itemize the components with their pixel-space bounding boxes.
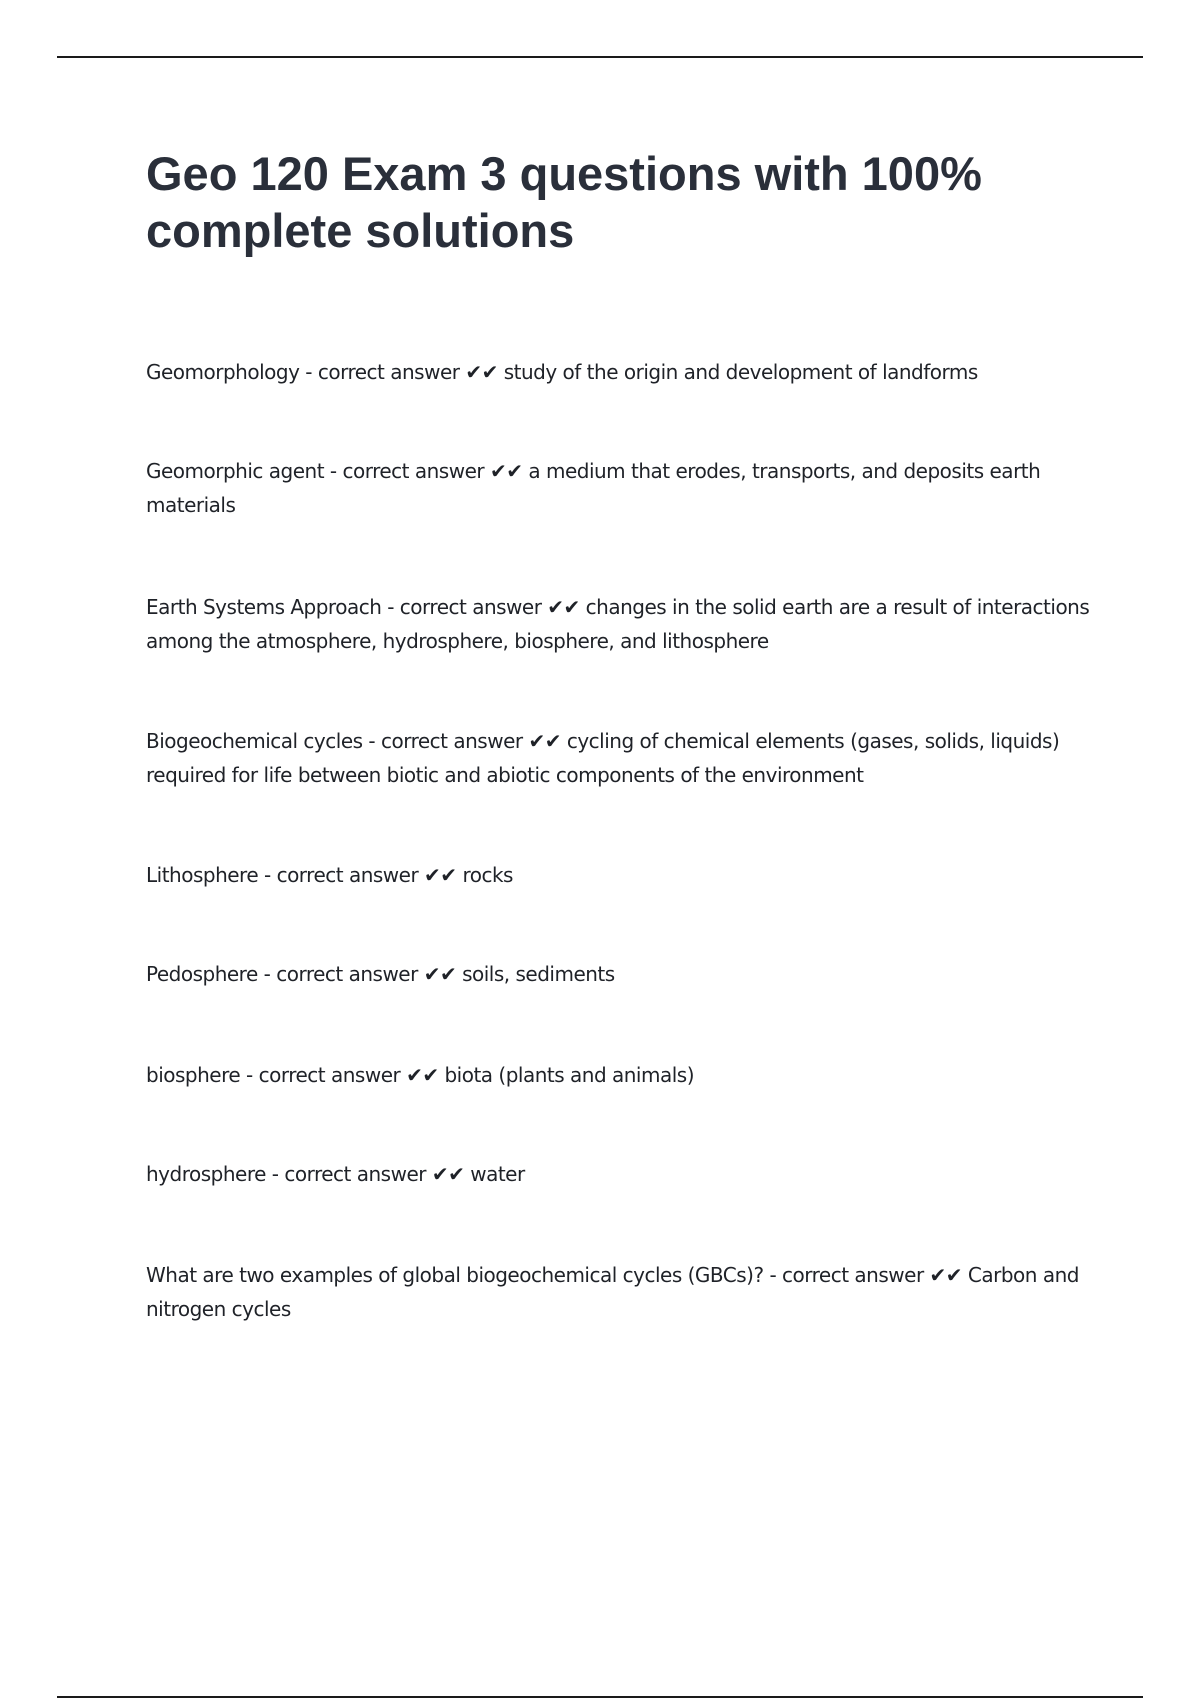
qa-term: What are two examples of global biogeochemical cycles (GBCs)? <box>146 1263 764 1287</box>
qa-separator: - correct answer ✔✔ <box>763 1263 968 1287</box>
qa-separator: - correct answer ✔✔ <box>324 459 529 483</box>
qa-answer: water <box>470 1162 525 1186</box>
bottom-divider <box>57 1696 1143 1698</box>
qa-answer: soils, sediments <box>462 962 615 986</box>
qa-term: hydrosphere <box>146 1162 266 1186</box>
qa-item <box>146 454 1096 522</box>
qa-term: Geomorphology <box>146 360 300 384</box>
qa-item <box>146 858 1096 892</box>
qa-separator: - correct answer ✔✔ <box>258 863 463 887</box>
qa-answer: biota (plants and animals) <box>444 1063 695 1087</box>
qa-item <box>146 1258 1096 1326</box>
qa-answer: a medium that erodes, transports, and deposits earth materials <box>146 459 1041 517</box>
qa-separator: - correct answer ✔✔ <box>265 1162 471 1186</box>
qa-term: Geomorphic agent <box>146 459 325 483</box>
qa-answer: changes in the solid earth are a result of interactions among the atmosphere, hydrosphere, biosphere, and lithosphere <box>146 595 1090 653</box>
qa-item <box>146 1058 1096 1092</box>
qa-term: Biogeochemical cycles <box>146 729 363 753</box>
qa-answer: rocks <box>462 863 513 887</box>
qa-answer: cycling of chemical elements (gases, solids, liquids) required for life between biotic and abiotic components of the environment <box>146 729 1060 787</box>
qa-term: Pedosphere <box>146 962 258 986</box>
qa-answer: study of the origin and development of landforms <box>503 360 978 384</box>
qa-term: Lithosphere <box>146 863 259 887</box>
qa-answer: Carbon and nitrogen cycles <box>146 1263 1079 1321</box>
page-title: Geo 120 Exam 3 questions with 100% complete solutions <box>146 147 982 257</box>
qa-separator: - correct answer ✔✔ <box>240 1063 445 1087</box>
qa-term: Earth Systems Approach <box>146 595 382 619</box>
qa-separator: - correct answer ✔✔ <box>381 595 586 619</box>
qa-separator: - correct answer ✔✔ <box>299 360 504 384</box>
qa-term: biosphere <box>146 1063 241 1087</box>
qa-item <box>146 957 1096 991</box>
top-divider <box>57 56 1143 58</box>
qa-separator: - correct answer ✔✔ <box>362 729 567 753</box>
qa-item <box>146 590 1096 658</box>
qa-item <box>146 724 1096 792</box>
qa-item <box>146 355 1096 389</box>
qa-item <box>146 1157 1096 1191</box>
qa-separator: - correct answer ✔✔ <box>257 962 463 986</box>
